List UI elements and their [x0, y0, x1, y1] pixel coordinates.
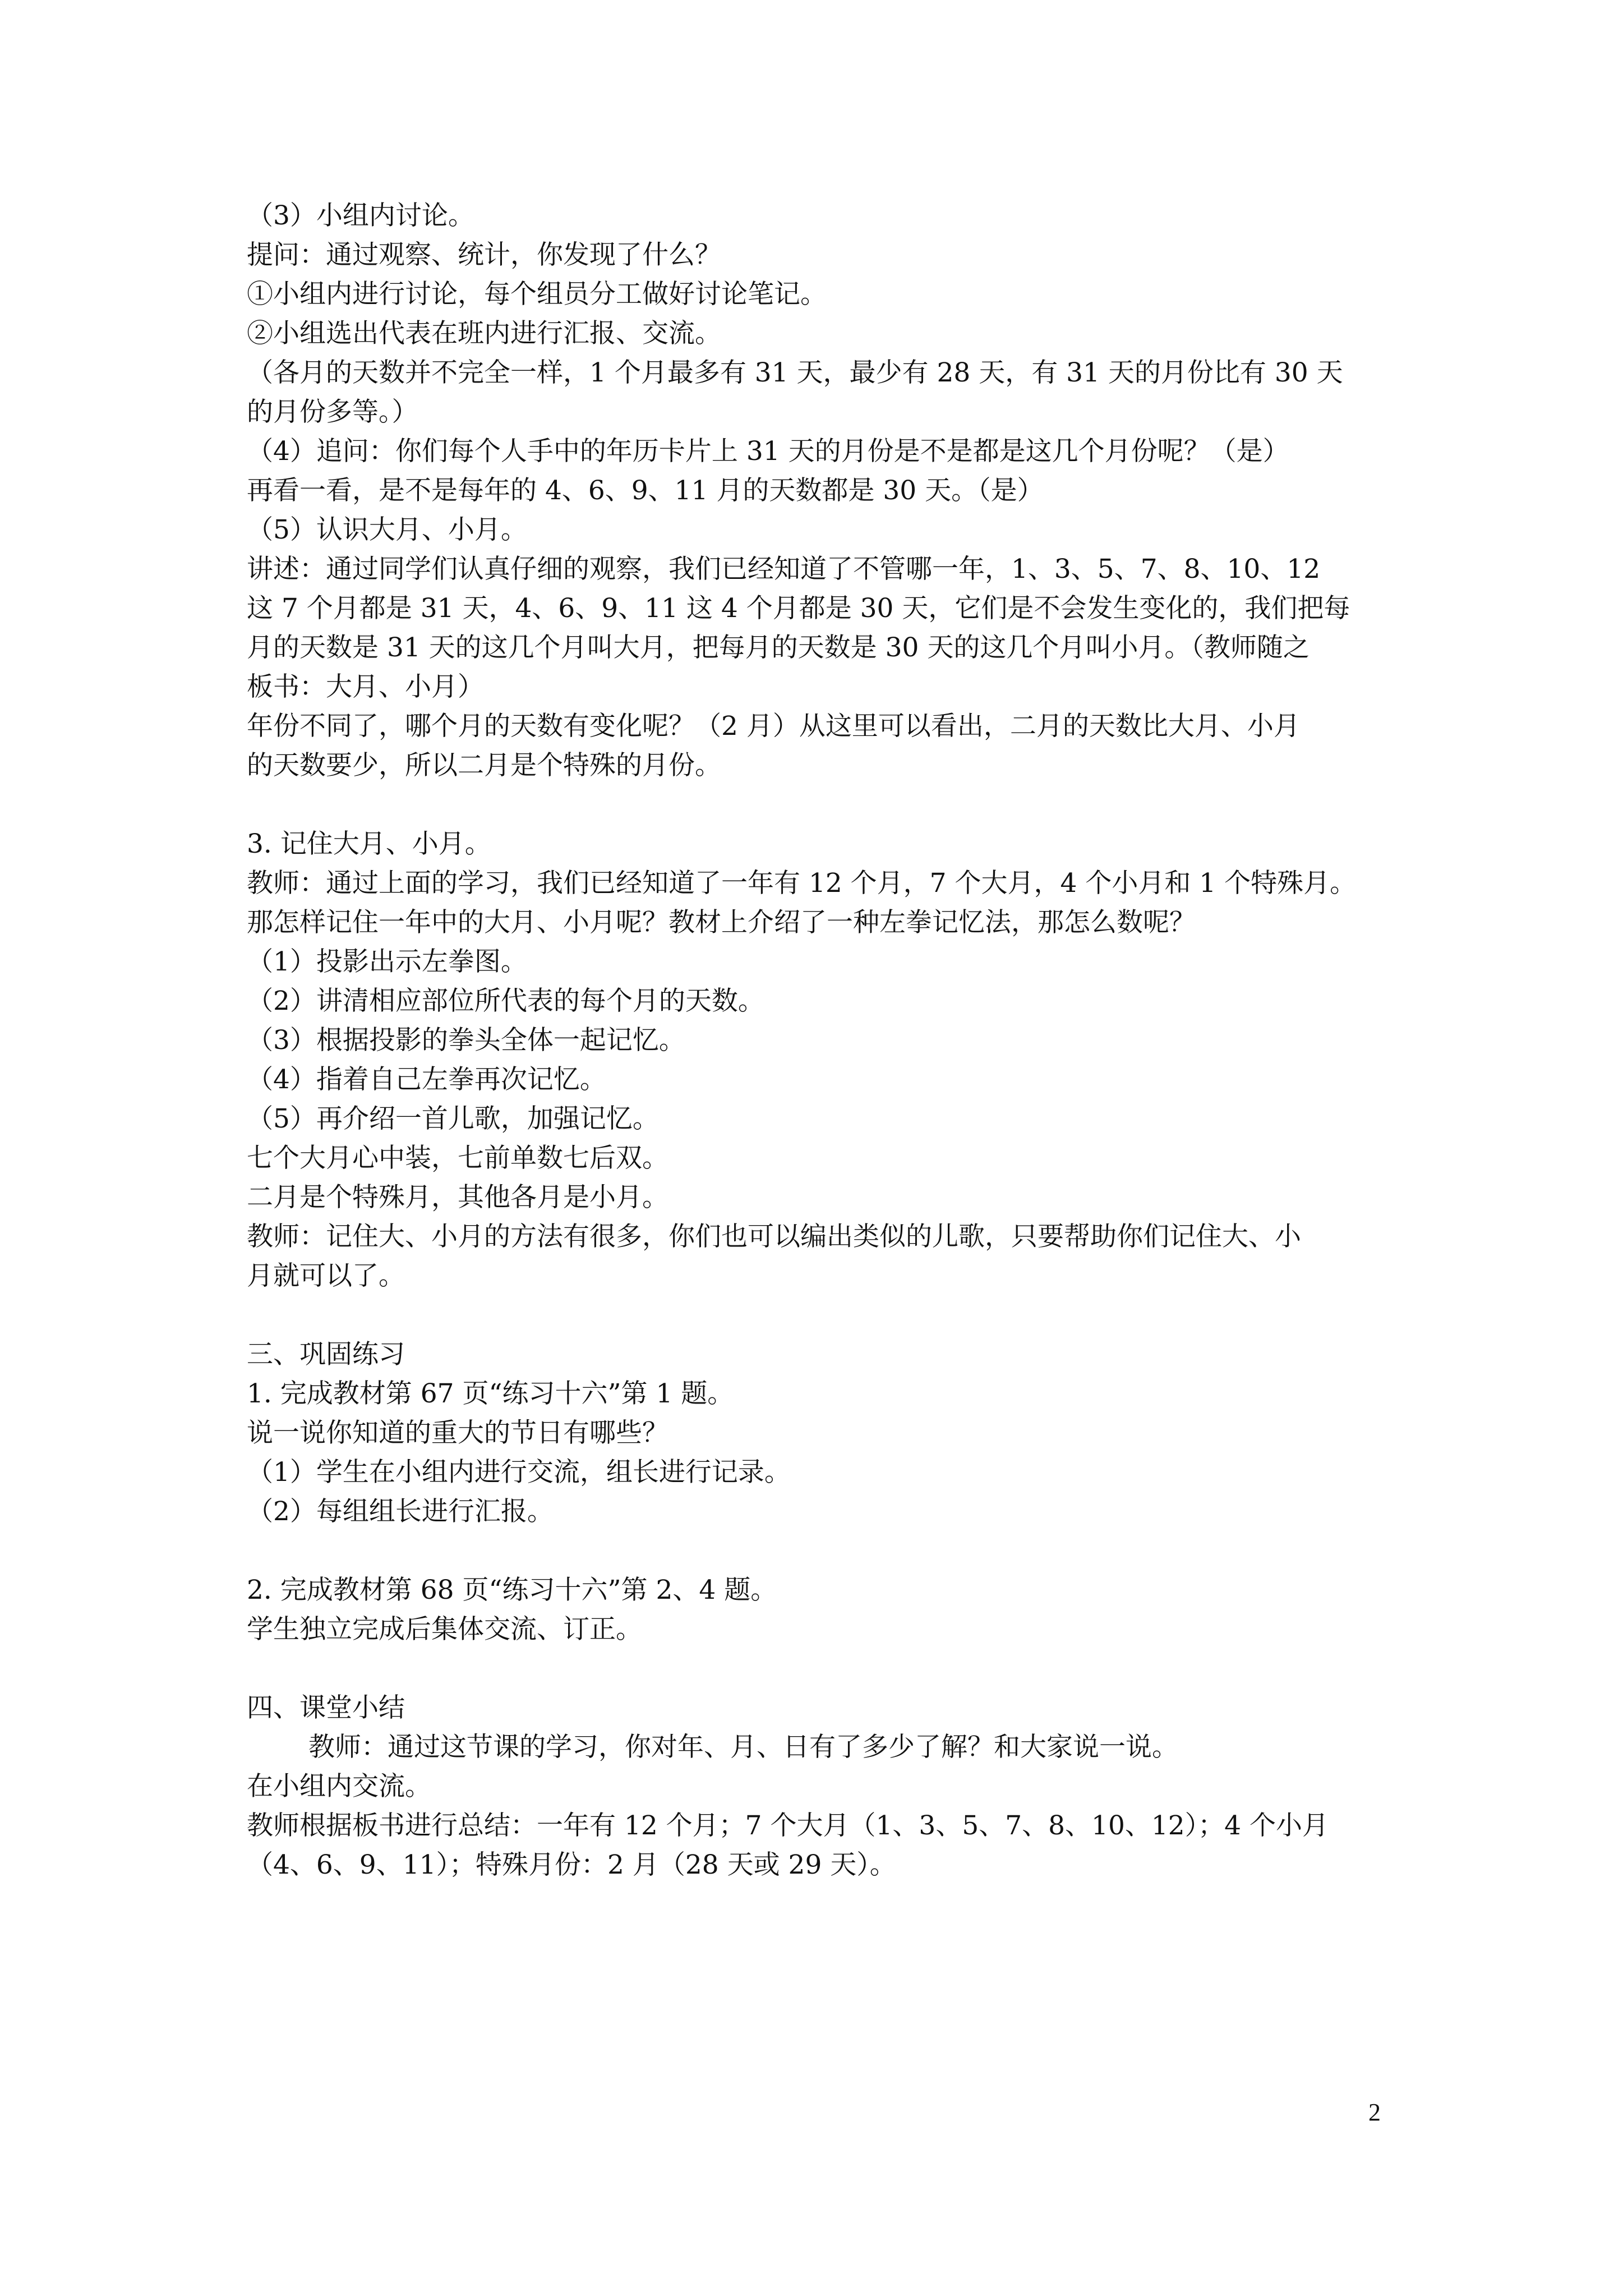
- text-line: 教师：记住大、小月的方法有很多，你们也可以编出类似的儿歌，只要帮助你们记住大、小: [247, 1221, 1301, 1252]
- text-line: 再看一看，是不是每年的 4、6、9、11 月的天数都是 30 天。（是）: [247, 475, 1044, 506]
- text-line: 月就可以了。: [247, 1260, 405, 1291]
- blank-line: [247, 1296, 1391, 1335]
- text-line: 在小组内交流。: [247, 1771, 431, 1802]
- text-line: （2）讲清相应部位所代表的每个月的天数。: [247, 986, 764, 1016]
- document-body: [247, 196, 1391, 1885]
- text-line: 这 7 个月都是 31 天，4、6、9、11 这 4 个月都是 30 天，它们是不会发生变化的，我们把每: [247, 593, 1350, 624]
- text-line: 讲述：通过同学们认真仔细的观察，我们已经知道了不管哪一年，1、3、5、7、8、10、12: [247, 554, 1321, 585]
- text-line: ①小组内进行讨论，每个组员分工做好讨论笔记。: [247, 279, 827, 310]
- page-number: 2: [1368, 2099, 1381, 2126]
- text-line: （1）学生在小组内进行交流，组长进行记录。: [247, 1457, 791, 1488]
- text-line: 2. 完成教材第 68 页“练习十六”第 2、4 题。: [247, 1575, 777, 1605]
- text-line: （4）追问：你们每个人手中的年历卡片上 31 天的月份是不是都是这几个月份呢？（是）: [247, 436, 1289, 467]
- text-line: 的天数要少，所以二月是个特殊的月份。: [247, 750, 721, 781]
- text-line: （5）认识大月、小月。: [247, 514, 527, 545]
- text-line: 教师：通过上面的学习，我们已经知道了一年有 12 个月，7 个大月，4 个小月和 1 个特殊月。: [247, 868, 1357, 899]
- text-line: 提问：通过观察、统计，你发现了什么？: [247, 240, 721, 270]
- text-line: （1）投影出示左拳图。: [247, 946, 527, 977]
- text-line: ②小组选出代表在班内进行汇报、交流。: [247, 318, 721, 349]
- text-line: 七个大月心中装，七前单数七后双。: [247, 1143, 668, 1174]
- text-line: （3）根据投影的拳头全体一起记忆。: [247, 1025, 685, 1056]
- text-line: 那怎样记住一年中的大月、小月呢？教材上介绍了一种左拳记忆法，那怎么数呢？: [247, 907, 1196, 938]
- section-heading: 三、巩固练习: [247, 1339, 405, 1370]
- section-heading: 四、课堂小结: [247, 1692, 405, 1723]
- text-line: （3）小组内讨论。: [247, 200, 474, 231]
- text-line: 说一说你知道的重大的节日有哪些？: [247, 1418, 668, 1448]
- text-line: 二月是个特殊月，其他各月是小月。: [247, 1182, 668, 1213]
- text-line: 月的天数是 31 天的这几个月叫大月，把每月的天数是 30 天的这几个月叫小月。（教师随之: [247, 632, 1310, 663]
- text-line: 板书：大月、小月）: [247, 671, 484, 702]
- text-line: （2）每组组长进行汇报。: [247, 1496, 554, 1527]
- blank-line: [247, 785, 1391, 825]
- section-heading: 3. 记住大月、小月。: [247, 829, 491, 859]
- text-line: 的月份多等。）: [247, 397, 418, 427]
- text-line: （5）再介绍一首儿歌，加强记忆。: [247, 1103, 659, 1134]
- text-line: （各月的天数并不完全一样，1 个月最多有 31 天，最少有 28 天，有 31 天的月份比有 30 天: [247, 357, 1343, 388]
- text-line: 年份不同了，哪个月的天数有变化呢？（2 月）从这里可以看出，二月的天数比大月、小月: [247, 711, 1300, 742]
- text-line: （4、6、9、11）；特殊月份：2 月（28 天或 29 天）。: [247, 1849, 896, 1880]
- blank-line: [247, 1531, 1391, 1571]
- blank-line: [247, 1649, 1391, 1688]
- text-line: （4）指着自己左拳再次记忆。: [247, 1064, 606, 1095]
- text-line: 教师：通过这节课的学习，你对年、月、日有了多少了解？和大家说一说。: [308, 1732, 1178, 1763]
- text-line: 教师根据板书进行总结：一年有 12 个月；7 个大月（1、3、5、7、8、10、12）；4 个小月: [247, 1810, 1329, 1841]
- text-line: 1. 完成教材第 67 页“练习十六”第 1 题。: [247, 1378, 734, 1409]
- text-line: 学生独立完成后集体交流、订正。: [247, 1614, 642, 1645]
